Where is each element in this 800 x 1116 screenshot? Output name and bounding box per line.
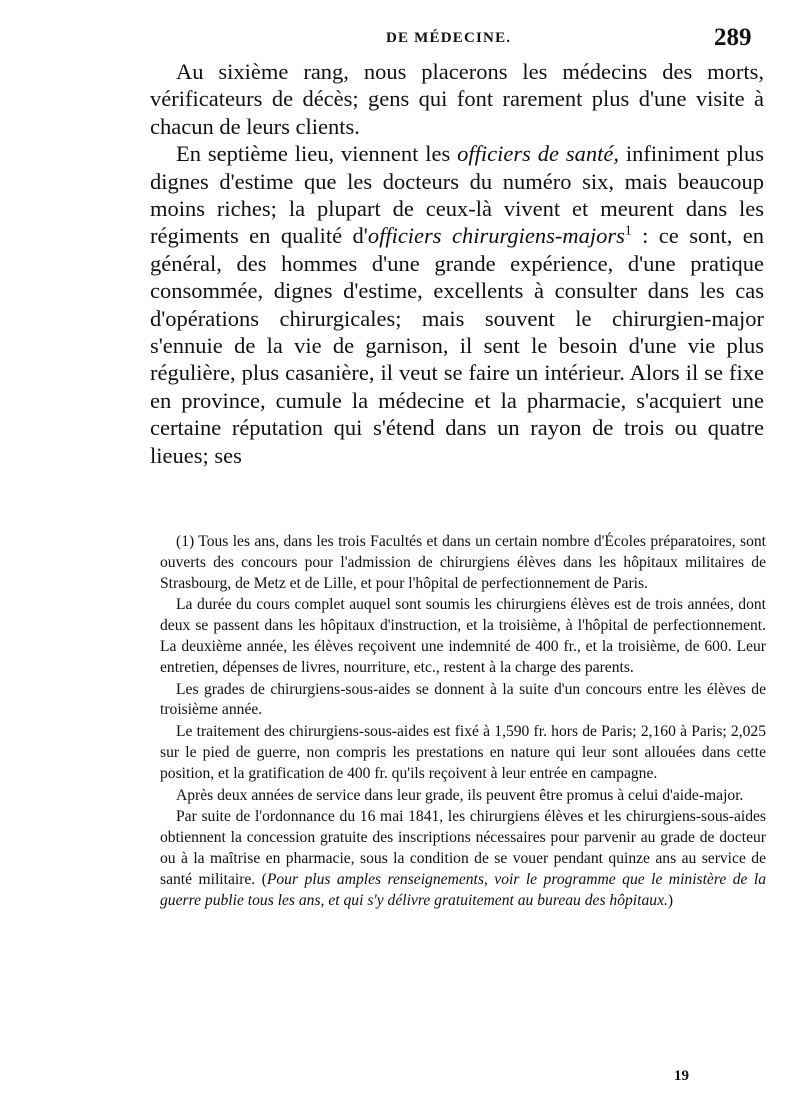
paragraph-2-text-b: infiniment plus dignes d'estime que les docteurs du numéro six, mais beaucoup moins riches; la plupart de ceux-là vivent et meurent dans les régiments en qualité d' [150,141,764,249]
page-number: 289 [714,24,752,51]
paragraph-2-text-a: En septième lieu, viennent les [176,141,458,167]
footnote-6-text-b: ) [667,891,674,909]
paragraph-2 [150,140,764,469]
footnotes [160,532,766,912]
footnote-5: Après deux années de service dans leur grade, ils peuvent être promus à celui d'aide-major. [176,786,744,804]
running-title: DE MÉDECINE. [386,30,512,46]
footnote-4: Le traitement des chirurgiens-sous-aides est fixé à 1,590 fr. hors de Paris; 2,160 à Paris; 2,025 sur le pied de guerre, non compris les prestations en nature qui leur sont allouées dans cette position, et la gratification de 400 fr. qu'ils reçoivent à leur entrée en campagne. [160,723,766,782]
paragraph-2-italic-2: officiers chirurgiens-majors [367,223,625,249]
footnote-ref-1: 1 [624,222,632,238]
footnote-6-text-a: Par suite de l'ordonnance du 16 mai 1841, les chirurgiens élèves et les chirurgiens-sous-aides obtiennent la concession gratuite des inscriptions nécessaires pour parvenir au grade de docteur ou à la maîtrise en pharmacie, sous la condition de se vouer pendant quinze ans au service de santé militaire. ( [160,808,766,888]
paragraph-1: Au sixième rang, nous placerons les médecins des morts, vérificateurs de décès; gens qui font rarement plus d'une visite à chacun de leurs clients. [150,59,764,139]
paragraph-2-text-c: : ce sont, en général, des hommes d'une grande expérience, d'une pratique consommée, dignes d'estime, excellents à consulter dans les cas d'opérations chirurgicales; mais souvent le chirurgien-major s'ennuie de la vie de garnison, il sent le besoin d'une vie plus régulière, plus casanière, il veut se faire un intérieur. Alors il se fixe en province, cumule la médecine et la pharmacie, s'acquiert une certaine réputation qui s'étend dans un rayon de trois ou quatre lieues; ses [150,223,764,468]
footnote-1: (1) Tous les ans, dans les trois Facultés et dans un certain nombre d'Écoles préparatoires, sont ouverts des concours pour l'admission de chirurgiens élèves dans les hôpitaux militaires de Strasbourg, de Metz et de Lille, et pour l'hôpital de perfectionnement de Paris. [160,533,766,592]
footnote-6-italic: Pour plus amples renseignements, voir le programme que le ministère de la guerre publie tous les ans, et qui s'y délivre gratuitement au bureau des hôpitaux. [160,870,766,909]
footnote-6 [160,807,766,911]
footnote-3: Les grades de chirurgiens-sous-aides se donnent à la suite d'un concours entre les élèves de troisième année. [160,680,766,719]
paragraph-2-italic-1: officiers de santé, [457,141,619,167]
main-text [150,58,764,469]
footnote-2: La durée du cours complet auquel sont soumis les chirurgiens élèves est de trois années, dont deux se passent dans les hôpitaux d'instruction, et la troisième, à l'hôpital de perfectionnement. La deuxième année, les élèves reçoivent une indemnité de 400 fr., et la troisième, de 600. Leur entretien, dépenses de livres, nourriture, etc., restent à la charge des parents. [160,596,766,676]
signature-mark: 19 [674,1068,689,1084]
